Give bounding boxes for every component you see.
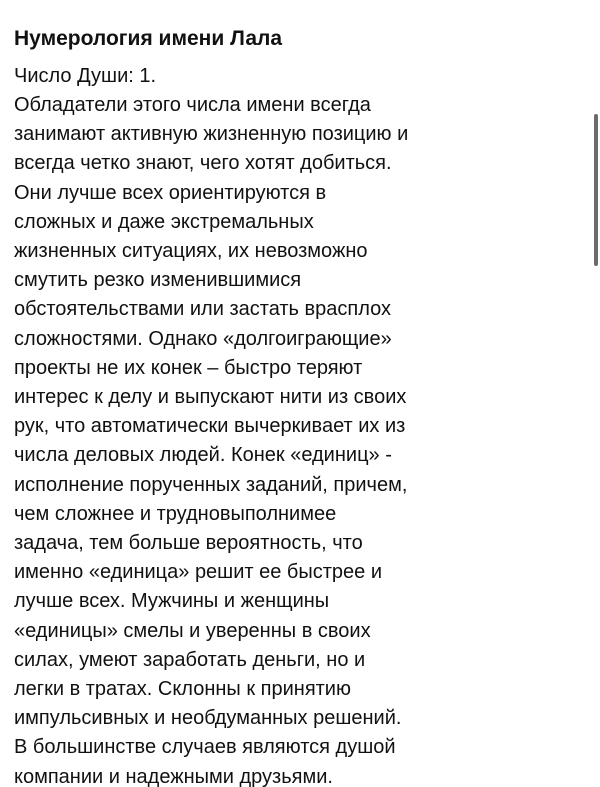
article-title: Нумерология имени Лала	[14, 27, 283, 50]
body-line: «единицы» смелы и уверенны в своих	[14, 619, 371, 642]
body-line: смутить резко изменившимися	[14, 269, 302, 292]
article-body	[14, 91, 574, 787]
body-line: рук, что автоматически вычеркивает их из	[14, 415, 406, 438]
body-line: силах, умеют заработать деньги, но и	[14, 648, 366, 671]
body-line: занимают активную жизненную позицию и	[14, 123, 409, 146]
body-line: чем сложнее и трудновыполнимее	[14, 502, 337, 525]
body-line: импульсивных и необдуманных решений.	[14, 707, 402, 730]
body-line: именно «единица» решит ее быстрее и	[14, 561, 383, 584]
body-line: задача, тем больше вероятность, что	[14, 532, 363, 555]
body-line: компании и надежными друзьями.	[14, 765, 333, 787]
body-line: жизненных ситуациях, их невозможно	[14, 240, 368, 263]
body-line: сложных и даже экстремальных	[14, 210, 314, 233]
body-line: числа деловых людей. Конек «единиц» -	[14, 444, 392, 467]
body-line: легки в тратах. Склонны к принятию	[14, 678, 351, 701]
body-line: исполнение порученных заданий, причем,	[14, 473, 408, 496]
body-line: В большинстве случаев являются душой	[14, 736, 396, 759]
vertical-scrollbar[interactable]	[594, 114, 598, 266]
body-line: проекты не их конек – быстро теряют	[14, 356, 363, 379]
body-line: обстоятельствами или застать врасплох	[14, 298, 392, 321]
body-line: Обладатели этого числа имени всегда	[14, 94, 371, 116]
body-line: Они лучше всех ориентируются в	[14, 181, 327, 204]
body-line: лучше всех. Мужчины и женщины	[14, 590, 330, 613]
body-line: всегда четко знают, чего хотят добиться.	[14, 152, 392, 175]
body-line: интерес к делу и выпускают нити из своих	[14, 386, 407, 409]
body-line: сложностями. Однако «долгоиграющие»	[14, 327, 392, 350]
article-content	[14, 24, 574, 787]
soul-number-line: Число Души: 1.	[14, 65, 157, 87]
